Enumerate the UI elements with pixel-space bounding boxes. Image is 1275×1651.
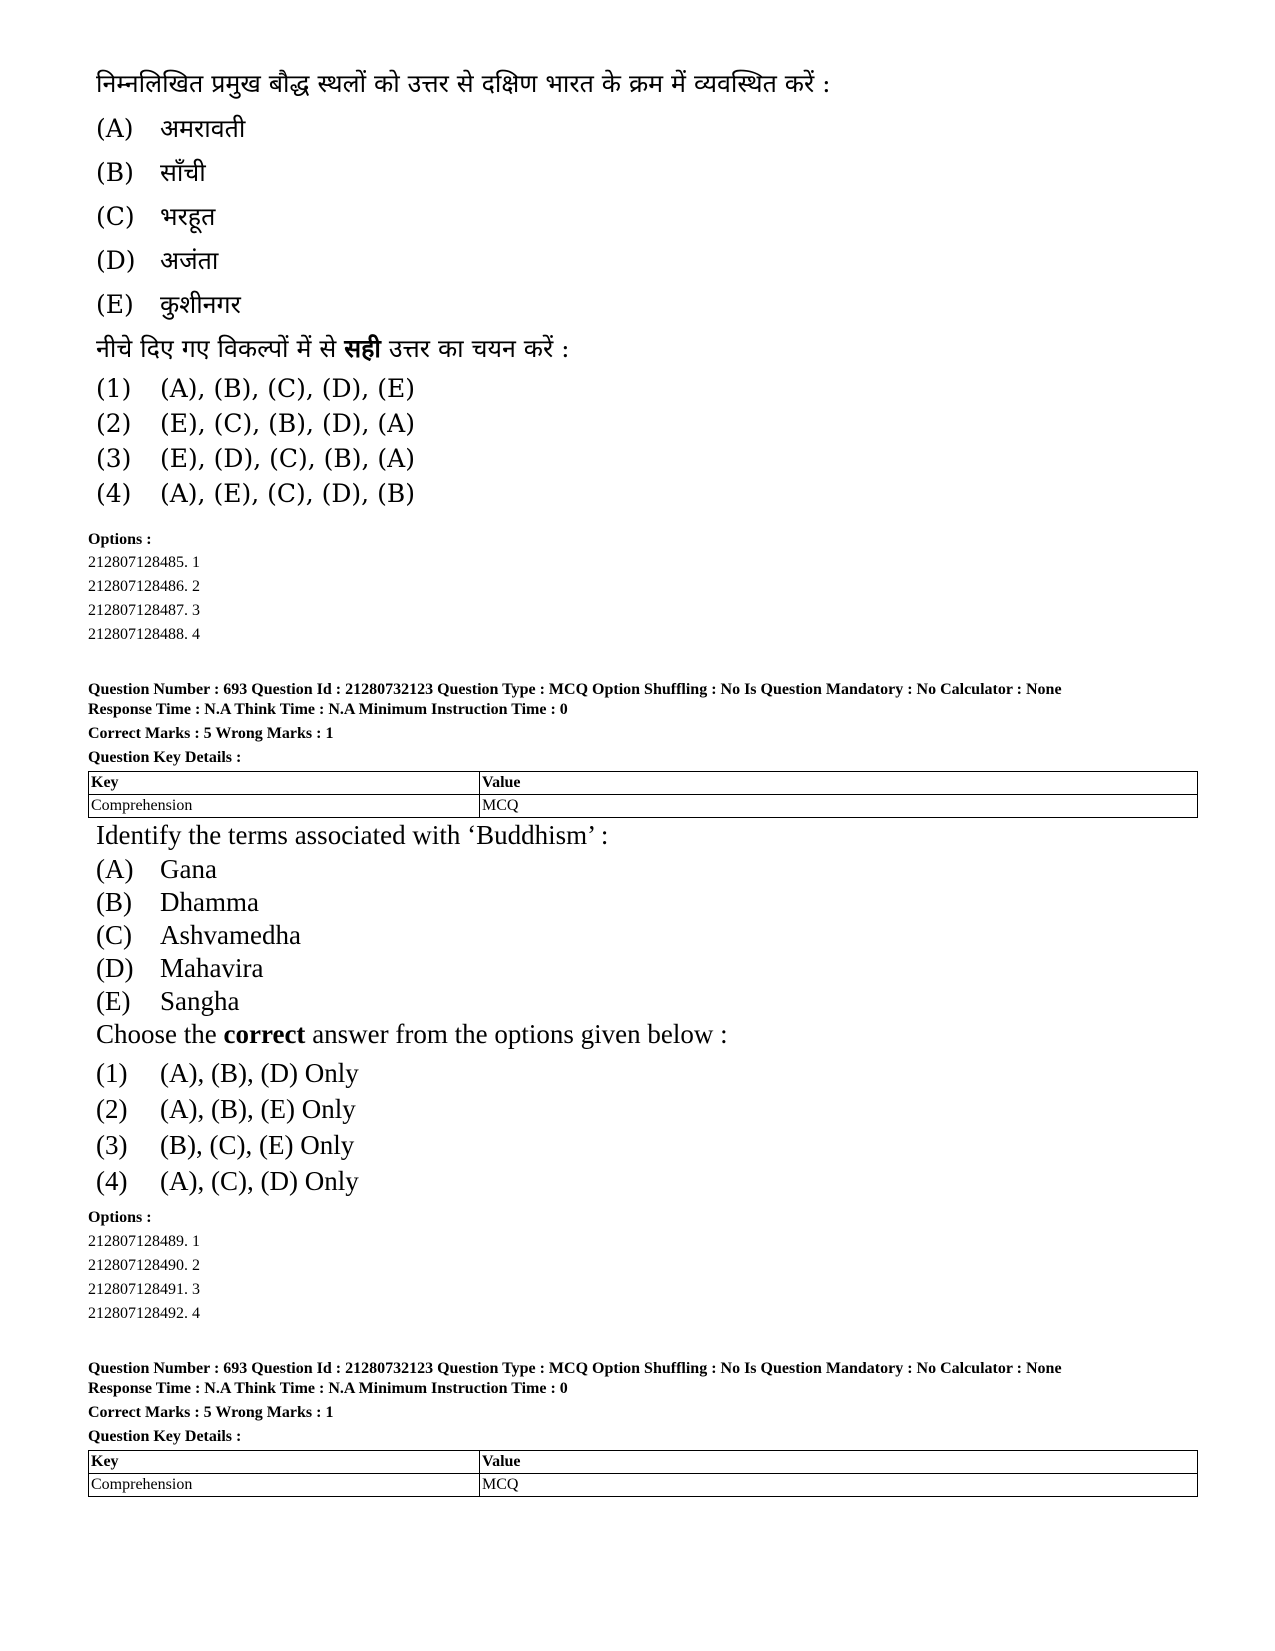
q2-item-label: (A) [96, 854, 134, 884]
q1-option-id: 212807128486. 2 [88, 578, 200, 595]
q2-choice-3 [96, 1130, 354, 1161]
meta1-line3: Correct Marks : 5 Wrong Marks : 1 [88, 725, 334, 742]
meta2-line1: Question Number : 693 Question Id : 21280732123 Question Type : MCQ Option Shuffling : No Is Question Mandatory : No Calculator : None [88, 1360, 1062, 1377]
q2-item-text: Dhamma [160, 887, 259, 917]
meta1-line1: Question Number : 693 Question Id : 21280732123 Question Type : MCQ Option Shuffling : No Is Question Mandatory : No Calculator : None [88, 681, 1062, 698]
meta2-line4: Question Key Details : [88, 1428, 242, 1445]
q2-choice-text: (A), (B), (D) Only [160, 1058, 359, 1088]
table-row [89, 772, 1198, 795]
q1-item-text: अजंता [160, 246, 219, 275]
q1-choice-label: (2) [96, 409, 132, 438]
q2-item-text: Mahavira [160, 953, 264, 983]
q1-choice-4 [96, 479, 415, 508]
q1-item-e [96, 287, 241, 321]
table-row [89, 1474, 1198, 1497]
q1-choice-3 [96, 444, 415, 473]
q2-item-d [96, 953, 263, 984]
q1-choice-label: (1) [96, 374, 132, 403]
q1-choice-2 [96, 409, 415, 438]
meta1-line4: Question Key Details : [88, 749, 242, 766]
q1-option-id: 212807128485. 1 [88, 554, 200, 571]
q1-instruction-post: उत्तर का चयन करें : [380, 334, 570, 363]
q1-item-label: (B) [96, 158, 134, 187]
q2-item-b [96, 887, 259, 918]
q2-options-heading: Options : [88, 1209, 152, 1226]
q2-instruction-bold: correct [223, 1019, 306, 1049]
q1-item-text: अमरावती [160, 114, 246, 143]
q1-choice-text: (A), (B), (C), (D), (E) [160, 374, 415, 403]
q2-option-id: 212807128492. 4 [88, 1305, 200, 1322]
table-header-key: Key [89, 1451, 480, 1474]
q2-item-label: (D) [96, 953, 134, 983]
q1-item-text: भरहूत [160, 202, 216, 231]
q2-choice-2 [96, 1094, 356, 1125]
table-header-key: Key [89, 772, 480, 795]
q2-choice-label: (1) [96, 1058, 128, 1088]
q2-item-label: (E) [96, 986, 131, 1016]
q1-item-text: कुशीनगर [160, 290, 241, 319]
q1-item-b [96, 155, 206, 189]
meta2-line2: Response Time : N.A Think Time : N.A Minimum Instruction Time : 0 [88, 1380, 568, 1397]
q2-item-label: (C) [96, 920, 132, 950]
q1-instruction [96, 331, 570, 365]
q1-instruction-bold: सही [344, 334, 381, 363]
q1-item-c [96, 199, 215, 233]
q2-item-text: Ashvamedha [160, 920, 301, 950]
table-cell-key: Comprehension [89, 795, 480, 818]
q1-choice-text: (E), (C), (B), (D), (A) [160, 409, 415, 438]
meta2-key-table [88, 1450, 1198, 1497]
q2-choice-1 [96, 1058, 359, 1089]
table-cell-key: Comprehension [89, 1474, 480, 1497]
q1-item-label: (A) [96, 114, 134, 143]
table-row [89, 795, 1198, 818]
q1-choice-1 [96, 374, 415, 403]
q2-choice-text: (A), (B), (E) Only [160, 1094, 356, 1124]
q2-option-id: 212807128490. 2 [88, 1257, 200, 1274]
q1-instruction-pre: नीचे दिए गए विकल्पों में से [96, 334, 345, 363]
table-cell-value: MCQ [480, 795, 1198, 818]
q2-choice-label: (2) [96, 1094, 128, 1124]
q2-item-a [96, 854, 217, 885]
q2-instruction [96, 1019, 728, 1050]
q1-item-label: (D) [96, 246, 136, 275]
q2-item-text: Sangha [160, 986, 240, 1016]
q2-item-e [96, 986, 239, 1017]
meta2-line3: Correct Marks : 5 Wrong Marks : 1 [88, 1404, 334, 1421]
q2-option-id: 212807128489. 1 [88, 1233, 200, 1250]
q1-option-id: 212807128487. 3 [88, 602, 200, 619]
q2-choice-text: (A), (C), (D) Only [160, 1166, 359, 1196]
q2-choice-text: (B), (C), (E) Only [160, 1130, 355, 1160]
q1-choice-text: (A), (E), (C), (D), (B) [160, 479, 415, 508]
q1-item-text: साँची [160, 158, 206, 187]
q1-choice-label: (3) [96, 444, 132, 473]
q2-item-label: (B) [96, 887, 132, 917]
table-row [89, 1451, 1198, 1474]
q2-item-text: Gana [160, 854, 217, 884]
q2-choice-4 [96, 1166, 359, 1197]
table-header-value: Value [480, 1451, 1198, 1474]
q1-choice-label: (4) [96, 479, 132, 508]
q2-instruction-post: answer from the options given below : [305, 1019, 728, 1049]
q2-option-id: 212807128491. 3 [88, 1281, 200, 1298]
q2-choice-label: (4) [96, 1166, 128, 1196]
q1-options-heading: Options : [88, 531, 152, 548]
q1-choice-text: (E), (D), (C), (B), (A) [160, 444, 415, 473]
q2-instruction-pre: Choose the [96, 1019, 224, 1049]
q1-item-d [96, 243, 218, 277]
q1-item-a [96, 111, 245, 145]
q2-stem: Identify the terms associated with ‘Buddhism’ : [96, 820, 609, 850]
q1-stem: निम्नलिखित प्रमुख बौद्ध स्थलों को उत्तर से दक्षिण भारत के क्रम में व्यवस्थित करें : [96, 69, 831, 98]
meta1-key-table [88, 771, 1198, 818]
table-cell-value: MCQ [480, 1474, 1198, 1497]
q1-option-id: 212807128488. 4 [88, 626, 200, 643]
q2-choice-label: (3) [96, 1130, 128, 1160]
meta1-line2: Response Time : N.A Think Time : N.A Minimum Instruction Time : 0 [88, 701, 568, 718]
q2-item-c [96, 920, 301, 951]
q1-item-label: (E) [96, 290, 134, 319]
q1-item-label: (C) [96, 202, 135, 231]
table-header-value: Value [480, 772, 1198, 795]
